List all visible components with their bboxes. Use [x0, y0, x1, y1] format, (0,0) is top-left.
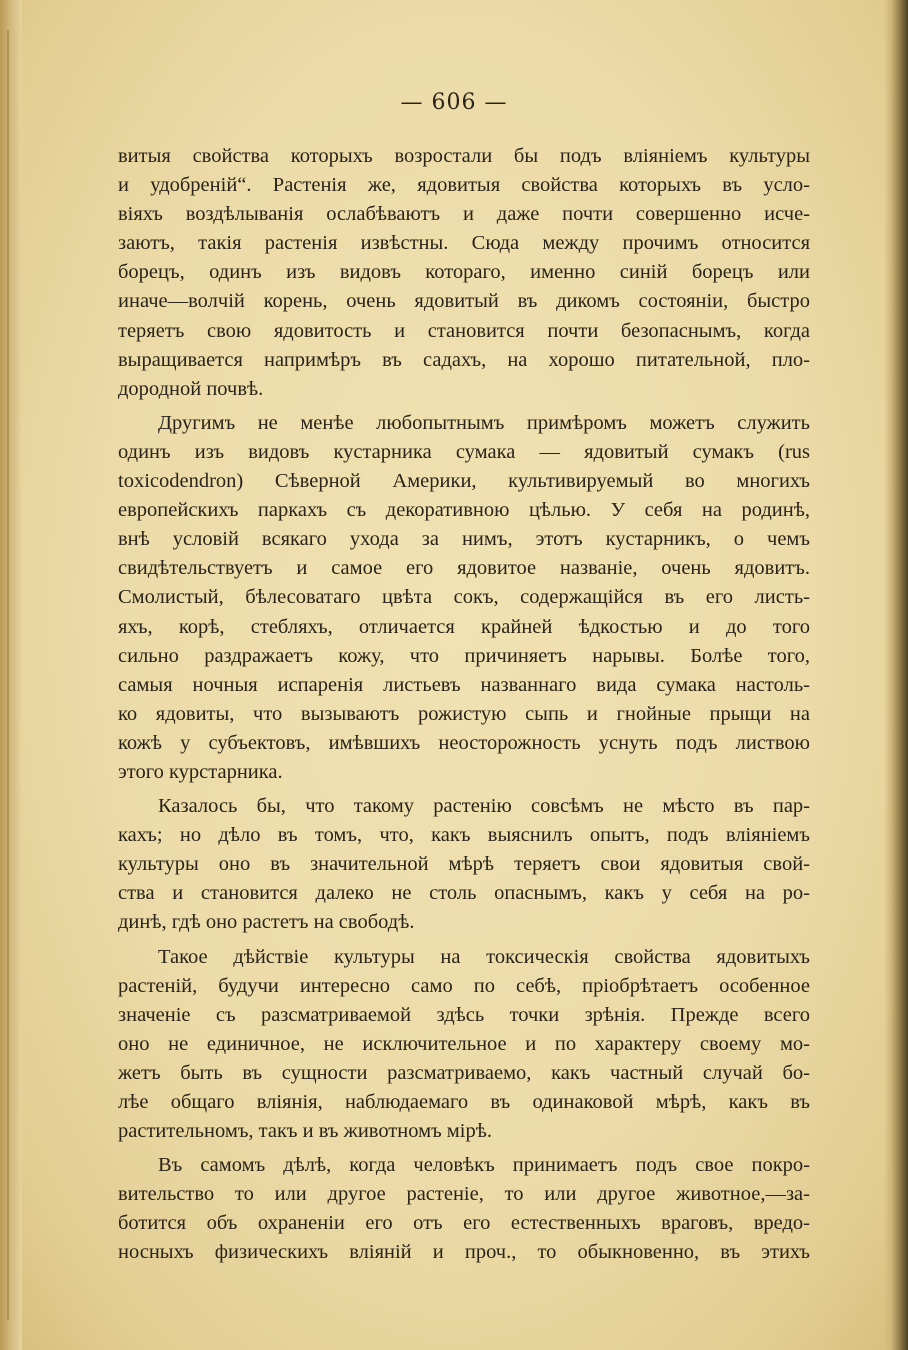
text-line: Другимъ не менѣе любопытнымъ примѣромъ можетъ служить	[158, 411, 810, 434]
text-line: оно не единичное, не исключительное и по характеру своему мо-	[118, 1032, 810, 1055]
text-line: вительство то или другое растеніе, то или другое животное,—за-	[118, 1183, 810, 1206]
text-line: европейскихъ паркахъ съ декоративною цѣлью. У себя на родинѣ,	[118, 499, 810, 522]
text-line: носныхъ физическихъ вліяній и проч., то обыкновенно, въ этихъ	[118, 1241, 810, 1264]
text-line: лѣе общаго вліянія, наблюдаемаго въ одинаковой мѣрѣ, какъ въ	[118, 1091, 810, 1113]
text-line: значеніе съ разсматриваемой здѣсь точки зрѣнія. Прежде всего	[118, 1003, 810, 1026]
text-line: теряетъ свою ядовитость и становится почти безопаснымъ, когда	[118, 319, 810, 342]
text-line: динѣ, гдѣ оно растетъ на свободѣ.	[118, 911, 415, 934]
text-line: яхъ, корѣ, стебляхъ, отличается крайней ѣдкостью и до того	[118, 615, 810, 638]
text-line: культуры оно въ значительной мѣрѣ теряетъ свои ядовитыя свой-	[118, 853, 810, 876]
text-line: самыя ночныя испаренія листьевъ названнаго вида сумака настоль-	[118, 673, 810, 696]
text-line: свидѣтельствуетъ и самое его ядовитое названіе, очень ядовитъ.	[118, 557, 810, 580]
text-line: витыя свойства которыхъ возростали бы подъ вліяніемъ культуры	[118, 145, 810, 167]
paragraph-2	[118, 409, 810, 787]
paragraph-5	[118, 1151, 810, 1267]
text-line: и удобреній“. Растенія же, ядовитыя свойства которыхъ въ усло-	[118, 174, 810, 197]
text-line: Казалось бы, что такому растенію совсѣмъ не мѣсто въ пар-	[158, 795, 810, 818]
text-line: Въ самомъ дѣлѣ, когда человѣкъ принимаетъ подъ свое покро-	[158, 1154, 810, 1177]
text-line: кожѣ у субъектовъ, имѣвшихъ неосторожность уснуть подъ листвою	[118, 731, 810, 754]
text-line: Такое дѣйствіе культуры на токсическія свойства ядовитыхъ	[158, 945, 810, 968]
text-line: дородной почвѣ.	[118, 377, 264, 400]
text-line: выращивается напримѣръ въ садахъ, на хорошо питательной, пло-	[118, 348, 810, 371]
text-line: растеній, будучи интересно само по себѣ, пріобрѣтаетъ особенное	[118, 974, 810, 997]
paragraph-3	[118, 792, 810, 937]
text-line: внѣ условій всякаго ухода за нимъ, этотъ кустарникъ, о чемъ	[118, 528, 810, 551]
text-line: сильно раздражаетъ кожу, что причиняетъ нарывы. Болѣе того,	[118, 644, 810, 667]
paragraph-1	[118, 142, 810, 404]
text-line: борецъ, одинъ изъ видовъ котораго, именно синій борецъ или	[118, 261, 810, 284]
text-line: растительномъ, такъ и въ животномъ мірѣ.	[118, 1120, 492, 1143]
text-line: Смолистый, бѣлесоватаго цвѣта сокъ, содержащійся въ его листь-	[118, 586, 810, 609]
body-text	[118, 142, 810, 1268]
page-number: — 606 —	[400, 90, 508, 115]
text-line: віяхъ воздѣлыванія ослабѣваютъ и даже почти совершенно исче-	[118, 203, 810, 226]
page-shadow-edge	[884, 0, 908, 1350]
paragraph-4	[118, 943, 810, 1147]
text-line: кахъ; но дѣло въ томъ, что, какъ выяснилъ опытъ, подъ вліяніемъ	[118, 824, 810, 847]
text-line: одинъ изъ видовъ кустарника сумака — ядовитый сумакъ (rus	[118, 440, 810, 463]
text-line: ко ядовиты, что вызываютъ рожистую сыпь и гнойные прыщи на	[118, 702, 810, 725]
text-line: ботится объ охраненіи его отъ его естественныхъ враговъ, вредо-	[118, 1212, 810, 1235]
page-binding-edge	[0, 0, 22, 1350]
text-line: иначе—волчій корень, очень ядовитый въ дикомъ состояніи, быстро	[118, 290, 810, 313]
text-line: toxicodendron) Сѣверной Америки, культивируемый во многихъ	[118, 470, 810, 493]
text-line: этого курстарника.	[118, 760, 283, 783]
text-line: жетъ быть въ сущности разсматриваемо, какъ частный случай бо-	[118, 1061, 810, 1084]
text-line: ства и становится далеко не столь опаснымъ, какъ у себя на ро-	[118, 882, 810, 905]
binding-line	[7, 30, 9, 1320]
text-line: заютъ, такія растенія извѣстны. Сюда между прочимъ относится	[118, 232, 810, 255]
